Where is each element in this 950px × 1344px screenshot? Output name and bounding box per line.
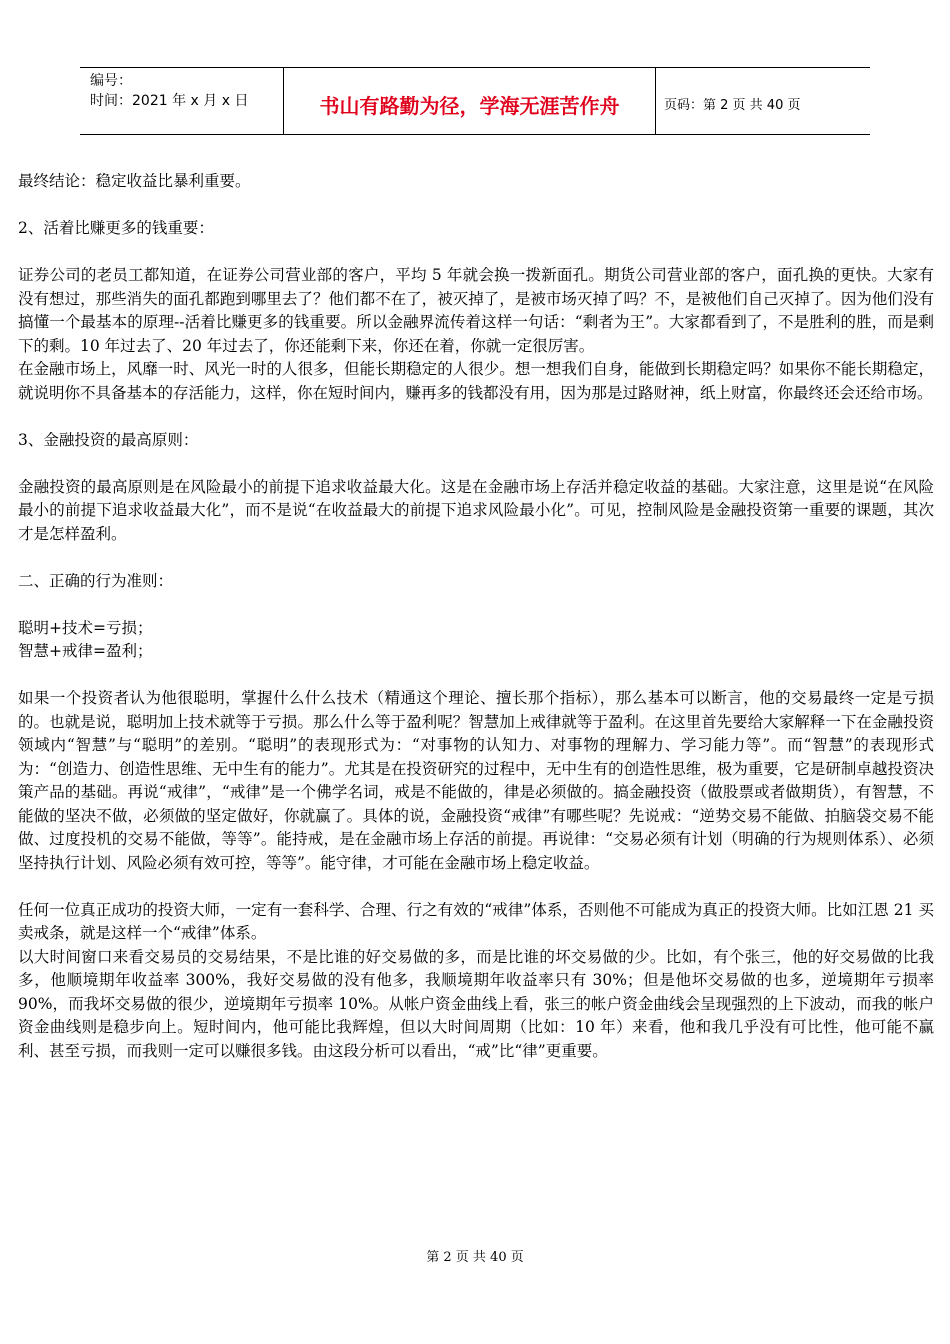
paragraph: 任何一位真正成功的投资大师，一定有一套科学、合理、行之有效的“戒律”体系，否则他不可能成为真正的投资大师。比如江恩 21 买卖戒条，就是这样一个“戒律”体系。 [18,900,934,942]
chapter-heading: 二、正确的行为准则： [18,571,174,590]
formula-line: 智慧+戒律=盈利； [18,642,153,660]
section-heading-2: 2、活着比赚更多的钱重要： [18,219,214,237]
document-body [18,170,934,1063]
paragraph: 以大时间窗口来看交易员的交易结果，不是比谁的好交易做的多，而是比谁的坏交易做的少。比如，有个张三，他的好交易做的比我多，他顺境期年收益率 300%，我好交易做的没有他多，我顺境期年收益率只有 30%；但是他坏交易做的也多，逆境期年亏损率 90%，而我坏交易做的很少，逆境期年亏损率 10%。从帐户资金曲线上看，张三的帐户资金曲线会呈现强烈的上下波动，而我的帐户资金曲线则是稳步向上。短时间内，他可能比我辉煌，但以大时间周期（比如：10 年）来看，他和我几乎没有可比性，他可能不赢利、甚至亏损，而我则一定可以赚很多钱。由这段分析可以看出，“戒”比“律”更重要。 [18,947,934,1060]
formula-line: 聪明+技术=亏损； [18,618,153,637]
document-number-label: 编号： [90,73,132,89]
page-footer: 第 2 页 共 40 页 [426,1250,524,1265]
document-date-label: 时间：2021 年 x 月 x 日 [90,93,249,109]
header-motto: 书山有路勤为径，学海无涯苦作舟 [283,68,656,134]
header-meta [80,68,283,134]
section-heading-3: 3、金融投资的最高原则： [18,430,199,449]
paragraph-conclusion: 最终结论：稳定收益比暴利重要。 [18,172,251,190]
header-page-info: 页码：第 2 页 共 40 页 [664,97,801,113]
paragraph: 金融投资的最高原则是在风险最小的前提下追求收益最大化。这是在金融市场上存活并稳定收益的基础。大家注意，这里是说“在风险最小的前提下追求收益最大化”，而不是说“在收益最大的前提下追求风险最小化”。可见，控制风险是金融投资第一重要的课题，其次才是怎样盈利。 [18,477,934,543]
paragraph: 如果一个投资者认为他很聪明，掌握什么什么技术（精通这个理论、擅长那个指标），那么基本可以断言，他的交易最终一定是亏损的。也就是说，聪明加上技术就等于亏损。那么什么等于盈利呢？智慧加上戒律就等于盈利。在这里首先要给大家解释一下在金融投资领域内“智慧”与“聪明”的差别。“聪明”的表现形式为：“对事物的认知力、对事物的理解力、学习能力等”。而“智慧”的表现形式为：“创造力、创造性思维、无中生有的能力”。尤其是在投资研究的过程中，无中生有的创造性思维，极为重要，它是研制卓越投资决策产品的基础。再说“戒律”，“戒律”是一个佛学名词，戒是不能做的，律是必须做的。搞金融投资（做股票或者做期货），有智慧，不能做的坚决不做，必须做的坚定做好，你就赢了。具体的说，金融投资“戒律”有哪些呢？先说戒：“逆势交易不能做、拍脑袋交易不能做、过度投机的交易不能做，等等”。能持戒，是在金融市场上存活的前提。再说律：“交易必须有计划（明确的行为规则体系）、必须坚持执行计划、风险必须有效可控，等等”。能守律，才可能在金融市场上稳定收益。 [18,689,934,872]
page-header [80,67,870,135]
paragraph: 在金融市场上，风靡一时、风光一时的人很多，但能长期稳定的人很少。想一想我们自身，能做到长期稳定吗？如果你不能长期稳定，就说明你不具备基本的存活能力，这样，你在短时间内，赚再多的钱都没有用，因为那是过路财神，纸上财富，你最终还会还给市场。 [18,360,934,402]
paragraph: 证券公司的老员工都知道，在证券公司营业部的客户，平均 5 年就会换一拨新面孔。期货公司营业部的客户，面孔换的更快。大家有没有想过，那些消失的面孔都跑到哪里去了？他们都不在了，被灭掉了，是被市场灭掉了吗？不，是被他们自己灭掉了。因为他们没有搞懂一个最基本的原理--活着比赚更多的钱重要。所以金融界流传着这样一句话：“剩者为王”。大家都看到了，不是胜利的胜，而是剩下的剩。10 年过去了、20 年过去了，你还能剩下来，你还在着，你就一定很厉害。 [18,266,934,355]
